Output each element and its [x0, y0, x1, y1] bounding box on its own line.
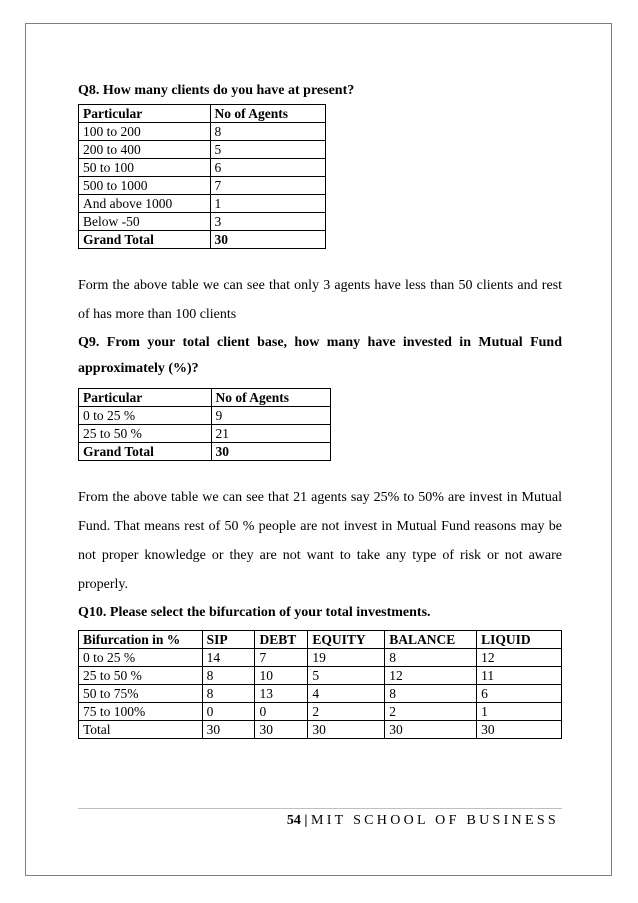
table-header-row	[79, 631, 562, 649]
table-row-cell: 25 to 50 %	[79, 667, 203, 685]
table-row	[79, 685, 562, 703]
table-row	[79, 703, 562, 721]
table-row-cell: 5	[308, 667, 385, 685]
q10-table	[78, 630, 562, 739]
table-row-cell: 2	[308, 703, 385, 721]
table-row-cell: 7	[210, 177, 326, 195]
table-total-row-cell: Total	[79, 721, 203, 739]
table-row-cell: 12	[477, 649, 562, 667]
table-row-cell: 500 to 1000	[79, 177, 211, 195]
table-header-row	[79, 389, 331, 407]
table-row-cell: 5	[210, 141, 326, 159]
table-row-cell: 6	[477, 685, 562, 703]
table-header-row-cell: SIP	[202, 631, 255, 649]
document-body	[78, 78, 562, 739]
table-row	[79, 159, 326, 177]
table-row-cell: 0 to 25 %	[79, 649, 203, 667]
table-total-row-cell: 30	[210, 231, 326, 249]
table-row	[79, 213, 326, 231]
table-header-row-cell: Bifurcation in %	[79, 631, 203, 649]
table-total-row	[79, 443, 331, 461]
table-row	[79, 177, 326, 195]
table-row-cell: 1	[210, 195, 326, 213]
table-row-cell: 200 to 400	[79, 141, 211, 159]
table-row-cell: 0 to 25 %	[79, 407, 212, 425]
table-row-cell: 0	[255, 703, 308, 721]
table-total-row-cell: 30	[202, 721, 255, 739]
table-row	[79, 123, 326, 141]
table-row-cell: 8	[385, 685, 477, 703]
q8-paragraph: Form the above table we can see that only 3 agents have less than 50 clients and rest of has more than 100 clients	[78, 278, 562, 322]
table-row-cell: And above 1000	[79, 195, 211, 213]
table-header-row-cell: No of Agents	[210, 105, 326, 123]
table-row-cell: 14	[202, 649, 255, 667]
table-row-cell: 100 to 200	[79, 123, 211, 141]
table-row-cell: 2	[385, 703, 477, 721]
table-total-row	[79, 231, 326, 249]
table-row-cell: 9	[211, 407, 330, 425]
footer-rule	[78, 808, 562, 809]
table-row	[79, 141, 326, 159]
table-header-row-cell: Particular	[79, 105, 211, 123]
table-header-row-cell: DEBT	[255, 631, 308, 649]
page-number: 54	[286, 813, 301, 828]
q9-paragraph: From the above table we can see that 21 agents say 25% to 50% are invest in Mutual Fund. That means rest of 50 % people are not invest in Mutual Fund reasons may be not proper knowledge or they are not want to take any type of risk or not aware properly.	[78, 490, 562, 592]
table-header-row-cell: No of Agents	[211, 389, 330, 407]
table-total-row-cell: 30	[211, 443, 330, 461]
table-row-cell: 1	[477, 703, 562, 721]
table-row	[79, 649, 562, 667]
page-footer	[287, 813, 559, 829]
table-row-cell: 8	[385, 649, 477, 667]
table-row	[79, 667, 562, 685]
table-row-cell: 50 to 100	[79, 159, 211, 177]
table-total-row	[79, 721, 562, 739]
table-row-cell: 0	[202, 703, 255, 721]
table-row	[79, 407, 331, 425]
table-row-cell: 4	[308, 685, 385, 703]
table-header-row-cell: Particular	[79, 389, 212, 407]
q9-table	[78, 388, 331, 461]
table-row-cell: 21	[211, 425, 330, 443]
q8-question: Q8. How many clients do you have at present?	[78, 83, 355, 98]
table-row	[79, 425, 331, 443]
table-row-cell: 8	[210, 123, 326, 141]
table-total-row-cell: Grand Total	[79, 443, 212, 461]
table-header-row-cell: EQUITY	[308, 631, 385, 649]
table-row	[79, 195, 326, 213]
table-row-cell: 8	[202, 667, 255, 685]
table-total-row-cell: Grand Total	[79, 231, 211, 249]
table-row-cell: 12	[385, 667, 477, 685]
q10-question: Q10. Please select the bifurcation of your total investments.	[78, 605, 431, 620]
table-row-cell: 75 to 100%	[79, 703, 203, 721]
table-total-row-cell: 30	[385, 721, 477, 739]
footer-school-name: MIT SCHOOL OF BUSINESS	[310, 813, 559, 828]
table-total-row-cell: 30	[255, 721, 308, 739]
table-row-cell: 6	[210, 159, 326, 177]
table-row-cell: 8	[202, 685, 255, 703]
table-row-cell: 10	[255, 667, 308, 685]
q8-table	[78, 104, 326, 249]
footer-separator: |	[304, 813, 308, 828]
table-row-cell: 11	[477, 667, 562, 685]
table-row-cell: 7	[255, 649, 308, 667]
table-row-cell: 19	[308, 649, 385, 667]
table-row-cell: 25 to 50 %	[79, 425, 212, 443]
table-row-cell: 3	[210, 213, 326, 231]
table-row-cell: Below -50	[79, 213, 211, 231]
table-total-row-cell: 30	[308, 721, 385, 739]
table-row-cell: 13	[255, 685, 308, 703]
q9-question: Q9. From your total client base, how many have invested in Mutual Fund approximately (%)?	[78, 335, 562, 376]
table-row-cell: 50 to 75%	[79, 685, 203, 703]
table-total-row-cell: 30	[477, 721, 562, 739]
table-header-row-cell: LIQUID	[477, 631, 562, 649]
table-header-row	[79, 105, 326, 123]
table-header-row-cell: BALANCE	[385, 631, 477, 649]
